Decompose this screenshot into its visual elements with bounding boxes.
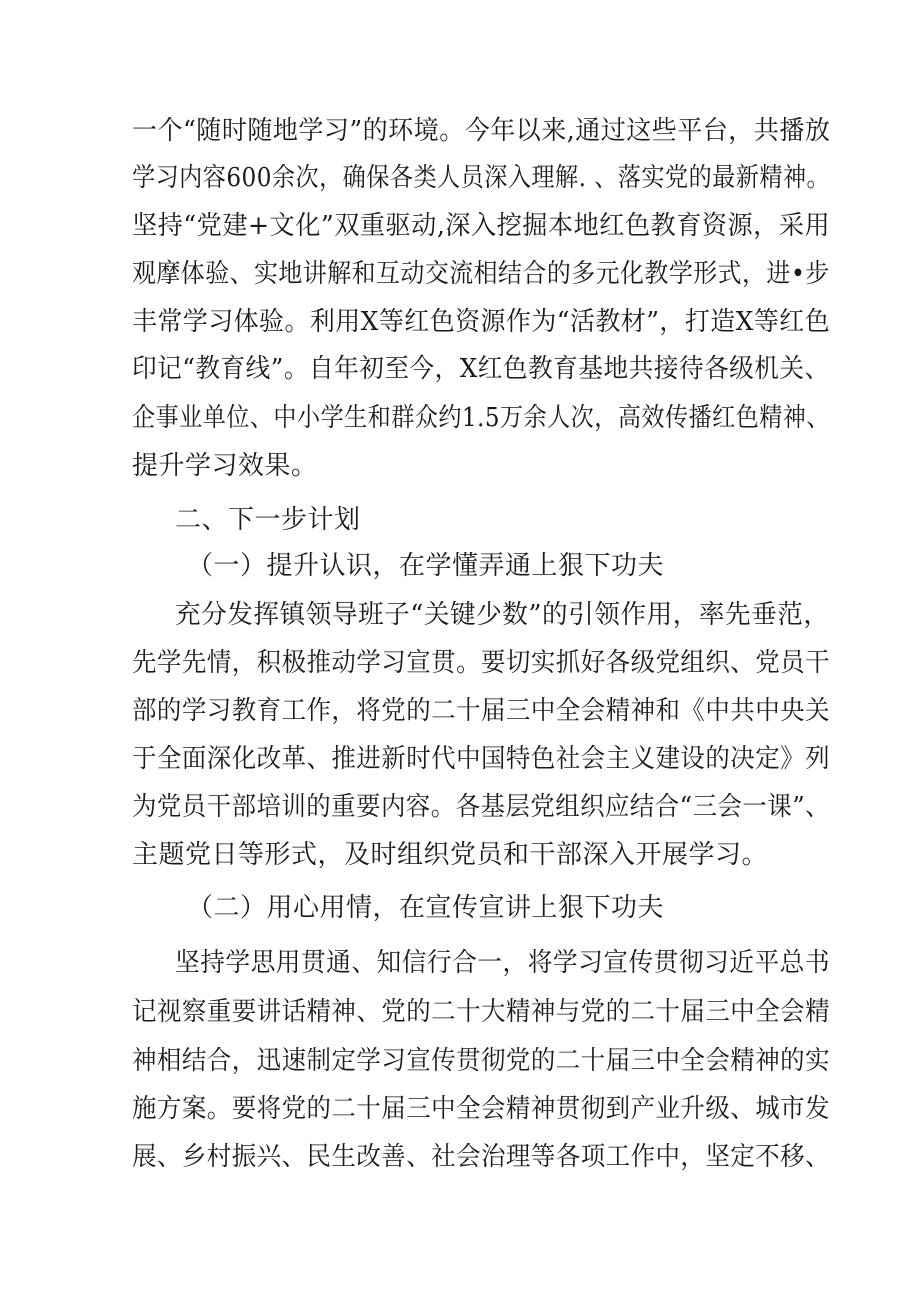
paragraph-line: 展、乡村振兴、民生改善、社会治理等各项工作中，坚定不移、 — [132, 1142, 831, 1172]
paragraph-line: 神相结合，迅速制定学习宣传贯彻党的二十届三中全会精神的实 — [132, 1046, 831, 1076]
paragraph-line: 印记“教育线”。自年初至今，X红色教育基地共接待各级机关、 — [132, 354, 830, 384]
paragraph-line: 一个“随时随地学习”的环境。今年以来,通过这些平台，共播放 — [132, 116, 831, 146]
section-heading: 二、下一步计划 — [175, 505, 361, 535]
paragraph-line: 观摩体验、实地讲解和互动交流相结合的多元化教学形式，进•步 — [132, 259, 830, 289]
paragraph-line: 学习内容600余次，确保各类人员深入理解. 、落实党的最新精神。 — [132, 163, 831, 193]
paragraph-line: 为党员干部培训的重要内容。各基层党组织应结合“三会一课”、 — [132, 792, 831, 822]
paragraph-line: 坚持学思用贯通、知信行合一，将学习宣传贯彻习近平总书 — [175, 948, 831, 978]
paragraph-line: 丰常学习体验。利用X等红色资源作为“活教材”，打造X等红色 — [132, 307, 831, 337]
paragraph-line: 主题党日等形式，及时组织党员和干部深入开展学习。 — [132, 840, 769, 870]
paragraph-line: 施方案。要将党的二十届三中全会精神贯彻到产业升级、城市发 — [132, 1094, 831, 1124]
paragraph-line: 于全面深化改革、推进新时代中国特色社会主义建设的决定》列 — [132, 744, 831, 774]
paragraph-line: 先学先情，积极推动学习宣贯。要切实抓好各级党组织、党员干 — [132, 648, 831, 678]
paragraph-line: 充分发挥镇领导班子“关键少数”的引领作用，率先垂范， — [175, 600, 830, 630]
paragraph-line: 提升学习效果。 — [132, 451, 318, 481]
paragraph-line: 坚持“党建+文化”双重驱动,深入挖掘本地红色教育资源，采用 — [132, 211, 831, 241]
paragraph-line: 记视察重要讲话精神、党的二十大精神与党的二十届三中全会精 — [132, 997, 831, 1027]
subsection-title: （二）用心用情，在宣传宣讲上狠下功夫 — [187, 893, 665, 923]
paragraph-line: 部的学习教育工作，将党的二十届三中全会精神和《中共中央关 — [132, 696, 831, 726]
subsection-title: （一）提升认识，在学懂弄通上狠下功夫 — [187, 551, 665, 581]
paragraph-line: 企事业单位、中小学生和群众约1.5万余人次，高效传播红色精神、 — [132, 403, 830, 433]
